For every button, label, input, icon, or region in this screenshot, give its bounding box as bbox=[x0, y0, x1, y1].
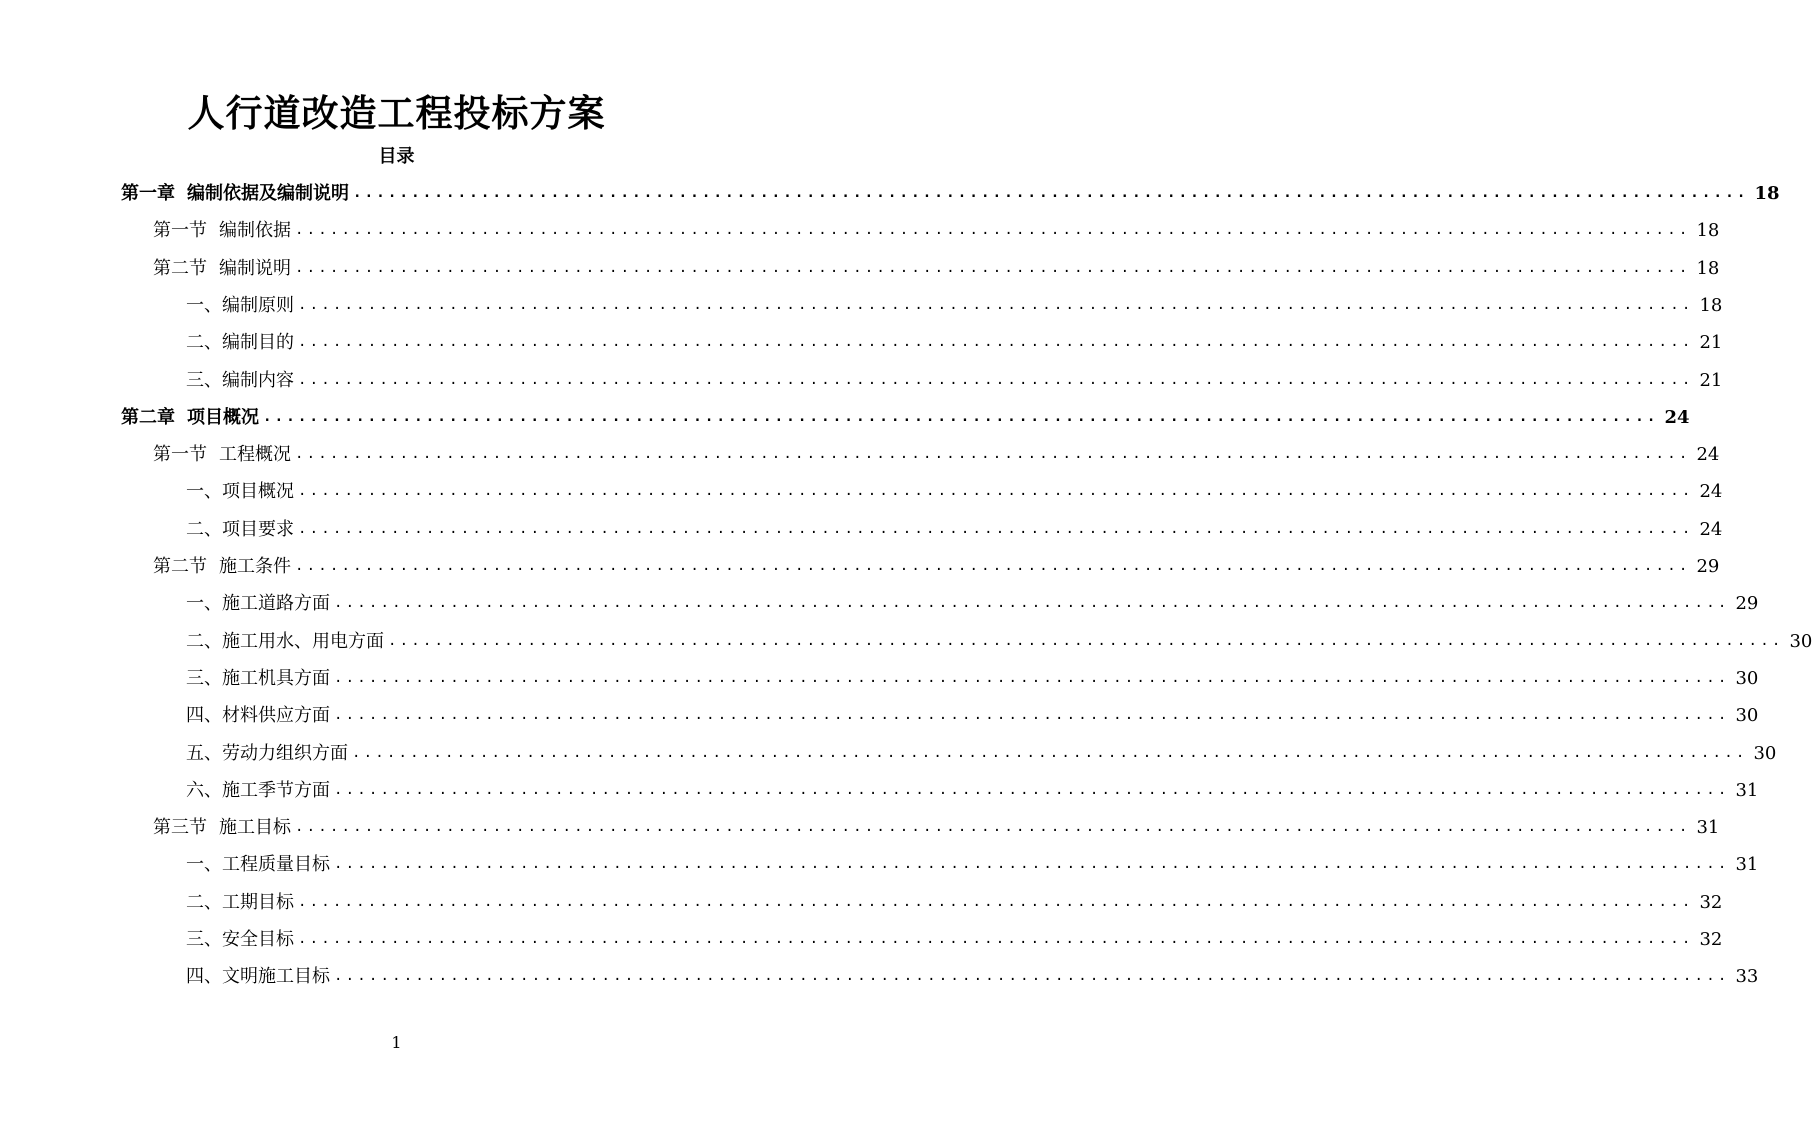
toc-entry-section[interactable] bbox=[153, 809, 1720, 846]
toc-entry-page: 32 bbox=[1699, 891, 1723, 913]
toc-entry-subsection[interactable] bbox=[186, 958, 1759, 995]
toc-entry-page: 30 bbox=[1735, 705, 1759, 727]
toc-dot-leader: ........................................................................................................................ bbox=[298, 296, 1694, 313]
toc-entry-page: 31 bbox=[1735, 854, 1759, 876]
toc-dot-leader: ........................................................................................................................ bbox=[334, 968, 1730, 985]
toc-entry-page: 32 bbox=[1699, 929, 1723, 950]
toc-entry-subsection[interactable] bbox=[186, 846, 1759, 883]
toc-entry-subsection[interactable] bbox=[186, 623, 1812, 660]
toc-entry-page: 24 bbox=[1699, 518, 1723, 540]
toc-entry-page: 18 bbox=[1696, 257, 1720, 279]
toc-entry-subsection[interactable] bbox=[186, 772, 1759, 809]
toc-entry-title: 一、编制原则 bbox=[186, 294, 294, 316]
toc-dot-leader: ........................................................................................................................ bbox=[295, 819, 1691, 836]
toc-entry-subsection[interactable] bbox=[186, 324, 1723, 361]
toc-entry-page: 24 bbox=[1699, 481, 1723, 503]
toc-entry-title: 施工目标 bbox=[219, 817, 291, 839]
toc-entry-prefix: 第三节 bbox=[153, 817, 207, 839]
toc-dot-leader: ........................................................................................................................ bbox=[334, 669, 1730, 686]
toc-entry-subsection[interactable] bbox=[186, 473, 1723, 510]
toc-dot-leader: ........................................................................................................................ bbox=[295, 558, 1691, 574]
toc-entry-title: 工程概况 bbox=[219, 444, 291, 466]
toc-entry-page: 18 bbox=[1754, 183, 1780, 204]
toc-entry-title: 三、安全目标 bbox=[186, 929, 294, 950]
toc-entry-subsection[interactable] bbox=[186, 287, 1723, 324]
toc-entry-subsection[interactable] bbox=[186, 921, 1723, 958]
toc-entry-subsection[interactable] bbox=[186, 362, 1723, 399]
toc-dot-leader: ........................................................................................................................ bbox=[352, 744, 1748, 761]
toc-entry-title: 一、项目概况 bbox=[186, 481, 294, 503]
toc-entry-title: 五、劳动力组织方面 bbox=[186, 742, 348, 764]
toc-dot-leader: ........................................................................................................................ bbox=[263, 408, 1659, 425]
toc-entry-page: 24 bbox=[1696, 444, 1720, 466]
toc-entry-title: 六、施工季节方面 bbox=[186, 779, 330, 801]
toc-entry-section[interactable] bbox=[153, 212, 1720, 249]
toc-entry-subsection[interactable] bbox=[186, 697, 1759, 734]
toc-entry-title: 四、材料供应方面 bbox=[186, 705, 330, 727]
page-number: 1 bbox=[391, 1033, 402, 1052]
toc-entry-title: 三、编制内容 bbox=[186, 369, 294, 391]
toc-entry-title: 二、编制目的 bbox=[186, 332, 294, 354]
toc-entry-title: 二、工期目标 bbox=[186, 891, 294, 913]
toc-entry-page: 29 bbox=[1735, 593, 1759, 615]
toc-entry-subsection[interactable] bbox=[186, 660, 1759, 697]
toc-dot-leader: ........................................................................................................................ bbox=[334, 781, 1730, 798]
toc-dot-leader: ........................................................................................................................ bbox=[388, 632, 1784, 649]
toc-entry-section[interactable] bbox=[153, 436, 1720, 473]
toc-entry-prefix: 第二节 bbox=[153, 257, 207, 279]
toc-entry-prefix: 第二章 bbox=[121, 406, 175, 428]
toc-entry-page: 21 bbox=[1699, 332, 1723, 354]
toc-entry-chapter-2[interactable] bbox=[121, 399, 1690, 436]
document-title: 人行道改造工程投标方案 bbox=[187, 91, 606, 135]
toc-entry-page: 18 bbox=[1696, 220, 1720, 242]
toc-entry-section[interactable] bbox=[153, 548, 1720, 585]
toc-dot-leader: ........................................................................................................................ bbox=[295, 446, 1691, 463]
toc-entry-chapter-1[interactable] bbox=[121, 175, 1780, 212]
toc-entry-prefix: 第一节 bbox=[153, 444, 207, 466]
toc-dot-leader: ........................................................................................................................ bbox=[334, 707, 1730, 724]
toc-entry-title: 一、工程质量目标 bbox=[186, 854, 330, 876]
toc-dot-leader: ........................................................................................................................ bbox=[334, 595, 1730, 612]
toc-entry-subsection[interactable] bbox=[186, 585, 1759, 622]
toc-entry-page: 18 bbox=[1699, 294, 1723, 316]
toc-entry-title: 二、施工用水、用电方面 bbox=[186, 630, 384, 652]
toc-dot-leader: ........................................................................................................................ bbox=[298, 334, 1694, 351]
toc-dot-leader: ........................................................................................................................ bbox=[295, 259, 1691, 276]
toc-entry-page: 21 bbox=[1699, 369, 1723, 391]
toc-dot-leader: ........................................................................................................................ bbox=[295, 222, 1691, 239]
toc-entry-subsection[interactable] bbox=[186, 884, 1723, 921]
toc-heading: 目录 bbox=[378, 146, 415, 167]
toc-entry-title: 施工条件 bbox=[219, 556, 291, 577]
toc-entry-page: 30 bbox=[1789, 630, 1812, 652]
toc-entry-page: 30 bbox=[1753, 742, 1777, 764]
toc-dot-leader: ........................................................................................................................ bbox=[298, 483, 1694, 500]
toc-dot-leader: ........................................................................................................................ bbox=[298, 520, 1694, 537]
toc-entry-title: 编制依据及编制说明 bbox=[187, 183, 349, 204]
toc-entry-page: 29 bbox=[1696, 556, 1720, 577]
toc-entry-page: 33 bbox=[1735, 966, 1759, 988]
toc-entry-page: 31 bbox=[1696, 817, 1720, 839]
toc-dot-leader: ........................................................................................................................ bbox=[298, 893, 1694, 910]
toc-entry-title: 四、文明施工目标 bbox=[186, 966, 330, 988]
toc-entry-page: 24 bbox=[1664, 406, 1690, 428]
toc-entry-prefix: 第一章 bbox=[121, 183, 175, 204]
toc-dot-leader: ........................................................................................................................ bbox=[334, 856, 1730, 873]
toc-dot-leader: ........................................................................................................................ bbox=[298, 931, 1694, 947]
toc-entry-title: 编制依据 bbox=[219, 220, 291, 242]
toc-entry-subsection[interactable] bbox=[186, 735, 1777, 772]
toc-dot-leader: ........................................................................................................................ bbox=[353, 185, 1749, 201]
toc-entry-page: 31 bbox=[1735, 779, 1759, 801]
toc-dot-leader: ........................................................................................................................ bbox=[298, 371, 1694, 388]
toc-entry-subsection[interactable] bbox=[186, 511, 1723, 548]
toc-entry-title: 三、施工机具方面 bbox=[186, 667, 330, 689]
toc-entry-title: 一、施工道路方面 bbox=[186, 593, 330, 615]
toc-entry-title: 二、项目要求 bbox=[186, 518, 294, 540]
toc-entry-title: 编制说明 bbox=[219, 257, 291, 279]
toc-entry-prefix: 第一节 bbox=[153, 220, 207, 242]
toc-entry-page: 30 bbox=[1735, 667, 1759, 689]
toc-entry-section[interactable] bbox=[153, 250, 1720, 287]
toc-entry-title: 项目概况 bbox=[187, 406, 259, 428]
toc-entry-prefix: 第二节 bbox=[153, 556, 207, 577]
